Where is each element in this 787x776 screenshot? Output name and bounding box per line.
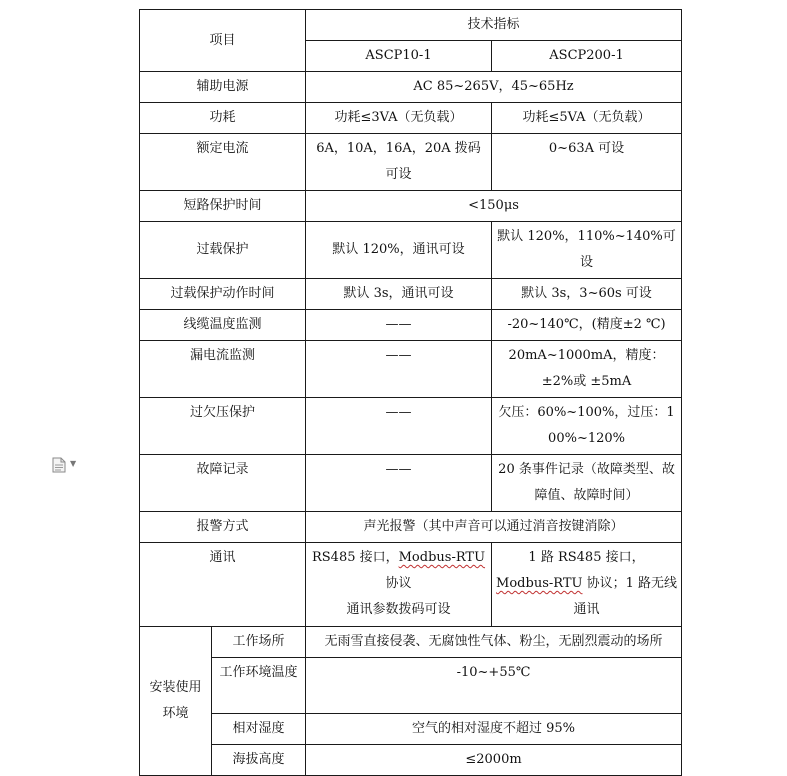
row-label-alarm: 报警方式 [140,512,306,543]
install-label-temp: 工作环境温度 [212,658,306,714]
row-label-overload: 过载保护 [140,222,306,279]
row-b-rated-current: 0~63A 可设 [492,134,682,191]
header-model-b: ASCP200-1 [492,41,682,72]
install-label-altitude: 海拔高度 [212,745,306,776]
comm-b-line1: 1 路 RS485 接口， [528,550,645,565]
row-a-fault-record: —— [306,455,492,512]
row-a-rated-current: 6A，10A，16A，20A 拨码可设 [306,134,492,191]
row-label-aux-power: 辅助电源 [140,72,306,103]
row-a-leakage: —— [306,341,492,398]
spec-table [139,9,682,776]
row-label-rated-current: 额定电流 [140,134,306,191]
row-label-voltage: 过欠压保护 [140,398,306,455]
install-label-humidity: 相对湿度 [212,714,306,745]
install-value-place: 无雨雪直接侵袭、无腐蚀性气体、粉尘，无剧烈震动的场所 [306,627,682,658]
row-a-cable-temp: —— [306,310,492,341]
comm-a-protocol: 协议 [385,576,412,591]
row-b-cable-temp: -20~140℃，(精度±2 ℃) [492,310,682,341]
row-label-power: 功耗 [140,103,306,134]
header-spec: 技术指标 [306,10,682,41]
comm-a-dip: 通讯参数拨码可设 [346,602,451,617]
row-b-power: 功耗≤5VA（无负载） [492,103,682,134]
header-item: 项目 [140,10,306,72]
row-label-short-circuit: 短路保护时间 [140,191,306,222]
row-label-fault-record: 故障记录 [140,455,306,512]
install-value-humidity: 空气的相对湿度不超过 95% [306,714,682,745]
row-label-leakage: 漏电流监测 [140,341,306,398]
dropdown-caret-icon[interactable]: ▼ [70,459,77,468]
header-model-a: ASCP10-1 [306,41,492,72]
install-label-place: 工作场所 [212,627,306,658]
row-label-overload-time: 过载保护动作时间 [140,279,306,310]
row-b-fault-record: 20 条事件记录（故障类型、故障值、故障时间） [492,455,682,512]
row-label-cable-temp: 线缆温度监测 [140,310,306,341]
row-label-comm: 通讯 [140,543,306,627]
row-b-comm [492,543,682,627]
row-a-overload-time: 默认 3s，通讯可设 [306,279,492,310]
row-b-overload-time: 默认 3s，3~60s 可设 [492,279,682,310]
row-a-voltage: —— [306,398,492,455]
comm-b-modbus: Modbus-RTU [496,576,583,591]
row-a-power: 功耗≤3VA（无负载） [306,103,492,134]
comm-a-modbus: Modbus-RTU [398,550,486,565]
install-value-temp: -10~+55℃ [306,658,682,714]
row-a-overload: 默认 120%，通讯可设 [306,222,492,279]
row-value-short-circuit: <150μs [306,191,682,222]
install-group-label: 安装使用环境 [140,627,212,776]
install-value-altitude: ≤2000m [306,745,682,776]
row-value-aux-power: AC 85~265V，45~65Hz [306,72,682,103]
row-a-comm [306,543,492,627]
row-value-alarm: 声光报警（其中声音可以通过消音按键消除） [306,512,682,543]
row-b-leakage: 20mA~1000mA，精度：±2%或 ±5mA [492,341,682,398]
row-b-voltage: 欠压：60%~100%，过压：100%~120% [492,398,682,455]
row-b-overload: 默认 120%，110%~140%可设 [492,222,682,279]
comm-a-prefix: RS485 接口， [311,550,399,565]
comm-b-rest: 协议；1 路无线通讯 [573,576,677,617]
document-icon[interactable] [52,457,66,473]
